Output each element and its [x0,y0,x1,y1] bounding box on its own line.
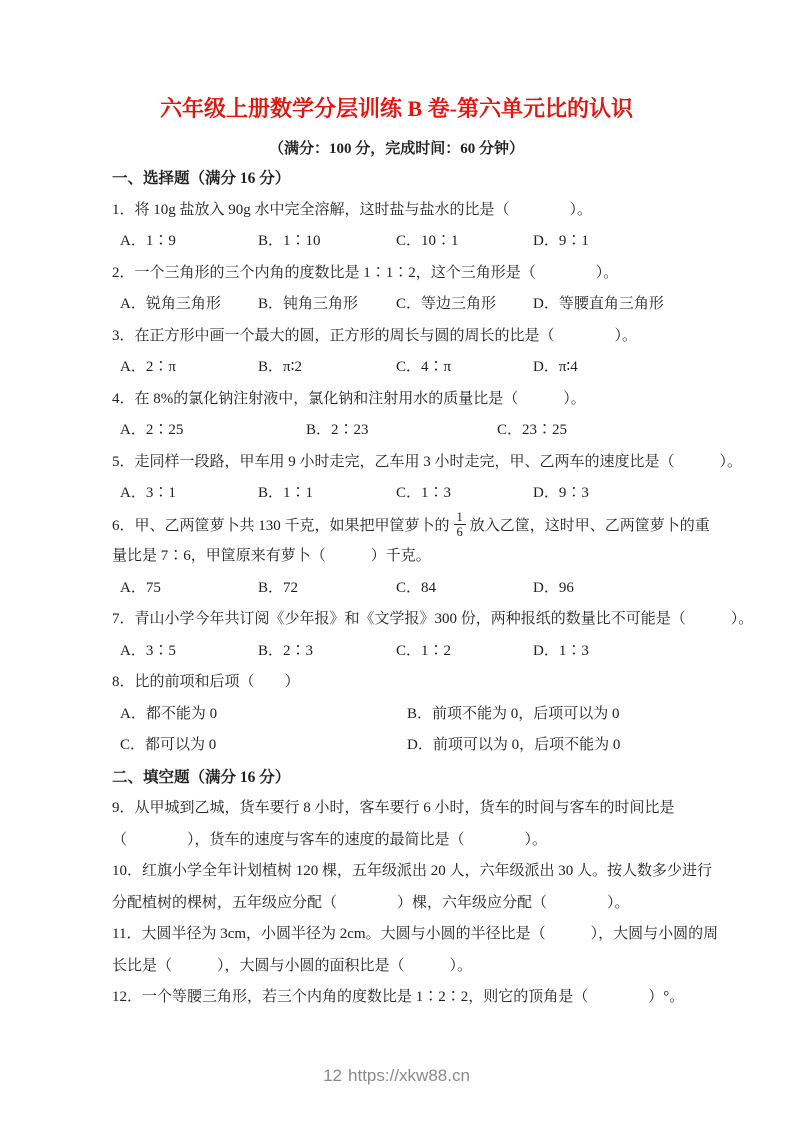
question-5-options [112,478,723,510]
option-c: C．4∶π [396,359,452,375]
fraction-numerator: 1 [456,509,463,524]
option-a: A．锐角三角形 [120,296,221,312]
question-7-text: 7．青山小学今年共订阅《少年报》和《文学报》300 份，两种报纸的数量比不可能是（ ）。 [112,611,754,627]
document-title: 六年级上册数学分层训练 B 卷-第六单元比的认识 [159,96,633,121]
option-d: D．9∶3 [533,485,589,501]
option-d: D．1∶3 [533,642,589,659]
question-1-options [112,226,723,258]
option-c: C．1∶2 [396,642,452,659]
option-b: B．72 [258,579,299,596]
option-d: D．π∶4 [533,359,578,375]
question-2-options [112,289,723,321]
page-footer [0,1064,793,1088]
option-a: A．都不能为 0 [120,705,218,722]
question-3-options [112,352,723,384]
option-d: D．96 [533,579,574,596]
question-1-text: 1．将 10g 盐放入 90g 水中完全溶解，这时盐与盐水的比是（ ）。 [112,201,593,218]
option-a: A．75 [120,579,161,596]
option-b: B．1∶1 [258,485,314,501]
question-11-line-1: 11．大圆半径为 3cm，小圆半径为 2cm。大圆与小圆的半径比是（ ），大圆与小圆的周 [112,926,719,942]
question-12-text: 12．一个等腰三角形，若三个内角的度数比是 1∶2∶2，则它的顶角是（ ）°。 [112,989,685,1005]
option-a: A．3∶5 [120,642,176,659]
question-6-line-2: 量比是 7∶6，甲筐原来有萝卜（ ）千克。 [112,548,431,564]
question-6-text-after-fraction: 放入乙筐，这时甲、乙两筐萝卜的重 [469,517,710,534]
question-6-line-1 [112,510,723,542]
option-a: A．2∶π [120,359,176,375]
question-2-text: 2．一个三角形的三个内角的度数比是 1∶1∶2，这个三角形是（ ）。 [112,264,619,281]
question-4-text: 4．在 8%的氯化钠注射液中，氯化钠和注射用水的质量比是（ ）。 [112,390,586,407]
option-c: C．都可以为 0 [120,737,217,753]
option-d: D．9∶1 [533,233,589,249]
question-3-text: 3．在正方形中画一个最大的圆，正方形的周长与圆的周长的比是（ ）。 [112,327,638,344]
option-c: C．1∶3 [396,485,452,501]
question-9-line-1: 9．从甲城到乙城，货车要行 8 小时，客车要行 6 小时，货车的时间与客车的时间比是 [112,800,675,816]
fraction-denominator: 6 [454,524,466,539]
question-6-text-before-fraction: 6．甲、乙两筐萝卜共 130 千克，如果把甲筐萝卜的 [112,517,450,534]
option-b: B．1∶10 [258,233,321,249]
option-b: B．π∶2 [258,359,302,375]
option-c: C．23∶25 [497,422,568,438]
question-10-line-2: 分配植树的棵树，五年级应分配（ ）棵，六年级应分配（ ）。 [112,894,630,911]
question-8-options-row-1 [112,699,723,731]
question-10-line-1: 10．红旗小学全年计划植树 120 棵，五年级派出 20 人，六年级派出 30 人。按人数多少进行 [112,863,713,879]
option-c: C．10∶1 [396,233,459,249]
question-6-options [112,573,723,605]
document-subtitle: （满分：100 分，完成时间：60 分钟） [268,141,524,157]
question-5-text: 5．走同样一段路，甲车用 9 小时走完，乙车用 3 小时走完，甲、乙两车的速度比是（ ）。 [112,453,743,470]
document-body [112,163,754,1014]
option-c: C．等边三角形 [396,296,497,312]
question-8-options-row-2 [112,730,723,762]
option-a: A．2∶25 [120,422,184,438]
footer-page-number: 12 [323,1066,343,1085]
option-d: D．前项可以为 0，后项不能为 0 [407,737,621,753]
option-b: B．前项不能为 0，后项可以为 0 [407,705,620,722]
question-7-options [112,636,723,668]
question-8-text: 8．比的前项和后项（ ） [112,674,300,690]
section-fill-heading: 二、填空题（满分 16 分） [112,768,291,786]
question-4-options [112,415,723,447]
question-9-line-2: （ ），货车的速度与客车的速度的最简比是（ ）。 [112,831,548,848]
fraction-one-sixth [454,510,466,539]
option-a: A．3∶1 [120,485,176,501]
option-b: B．2∶23 [306,422,369,438]
option-b: B．钝角三角形 [258,296,359,312]
section-choice-heading: 一、选择题（满分 16 分） [112,170,291,187]
footer-url: https://xkw88.cn [348,1066,470,1085]
option-c: C．84 [396,579,437,596]
option-b: B．2∶3 [258,642,314,659]
question-11-line-2: 长比是（ ），大圆与小圆的面积比是（ ）。 [112,957,473,974]
option-a: A．1∶9 [120,233,176,249]
option-d: D．等腰直角三角形 [533,296,664,312]
